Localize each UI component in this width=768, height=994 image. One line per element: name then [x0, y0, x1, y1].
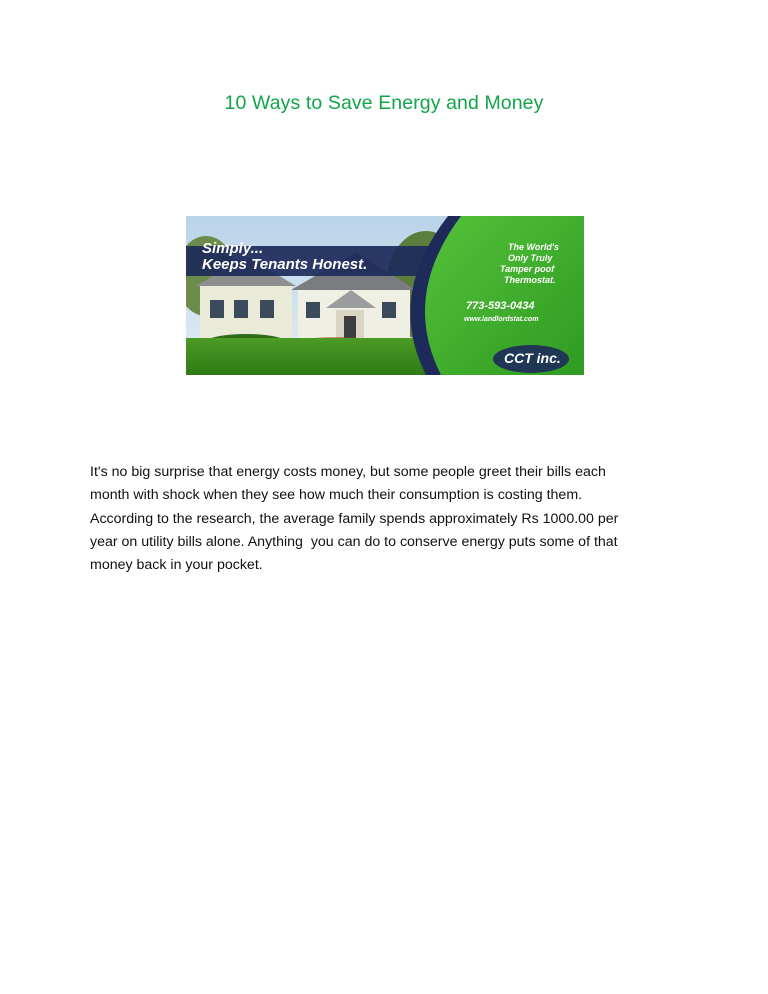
advertisement-banner — [186, 216, 584, 375]
banner-headline-line2: Keeps Tenants Honest. — [202, 256, 368, 273]
banner-phone: 773-593-0434 — [466, 300, 535, 312]
body-paragraph — [90, 461, 690, 577]
page-title: 10 Ways to Save Energy and Money — [224, 92, 544, 114]
paragraph-line: According to the research, the average family spends approximately Rs 1000.00 per — [90, 510, 619, 527]
banner-tagline-line3: Tamper poof — [500, 264, 555, 274]
banner-logo: CCT inc. — [504, 350, 561, 366]
banner-tagline-line4: Thermostat. — [504, 275, 556, 285]
banner-tagline-line2: Only Truly — [508, 253, 553, 263]
banner-tagline-line1: The World's — [508, 242, 559, 252]
banner-headline-line1: Simply... — [202, 240, 264, 257]
banner-website: www.landlordstat.com — [464, 316, 539, 323]
paragraph-line: It's no big surprise that energy costs money, but some people greet their bills each — [90, 464, 606, 480]
paragraph-line: money back in your pocket. — [90, 557, 263, 574]
paragraph-line: year on utility bills alone. Anything you can do to conserve energy puts some of that — [90, 533, 618, 550]
paragraph-line: month with shock when they see how much their consumption is costing them. — [90, 487, 583, 504]
